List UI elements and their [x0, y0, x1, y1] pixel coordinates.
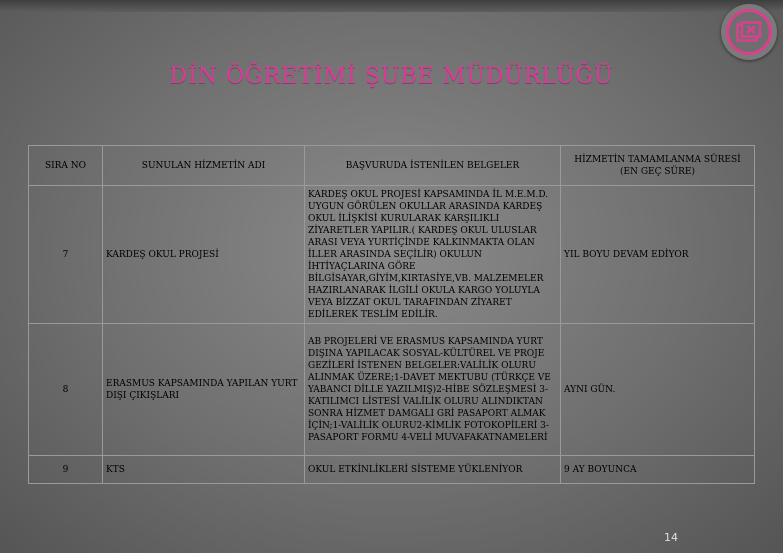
- corner-badge[interactable]: [721, 4, 777, 60]
- row-hizmet-adi: KTS: [103, 456, 305, 484]
- row-belgeler: AB PROJELERİ VE ERASMUS KAPSAMINDA YURT DIŞINA YAPILACAK SOSYAL-KÜLTÜREL VE PROJE GEZİLERİ İSTENEN BELGELER:VALİLİK OLURU ALINMAK ÜZERE;1-DAVET MEKTUBU (TÜRKÇE VE YABANCI DİLLE YAZILMIŞ)2-HİBE SÖZLEŞMESİ 3-KATILIMCI LİSTESİ VALİLİK OLURU ALINDIKTAN SONRA HİZMET DAMGALI GRİ PASAPORT ALMAK İÇİN;1-VALİLİK OLURU2-KİMLİK FOTOKOPİLERİ 3-PASAPORT FORMU 4-VELİ MUVAFAKATNAMELERİ: [305, 324, 561, 456]
- table-row: [29, 324, 755, 456]
- row-sira-no: 8: [29, 324, 103, 456]
- row-sure: YIL BOYU DEVAM EDİYOR: [561, 186, 755, 324]
- header-sira-no: SIRA NO: [29, 146, 103, 186]
- row-sira-no: 7: [29, 186, 103, 324]
- row-sira-no: 9: [29, 456, 103, 484]
- row-sure: 9 AY BOYUNCA: [561, 456, 755, 484]
- table-row: [29, 186, 755, 324]
- row-sure: AYNI GÜN.: [561, 324, 755, 456]
- header-belgeler: BAŞVURUDA İSTENİLEN BELGELER: [305, 146, 561, 186]
- row-belgeler: KARDEŞ OKUL PROJESİ KAPSAMINDA İL M.E.M.D. UYGUN GÖRÜLEN OKULLAR ARASINDA KARDEŞ OKUL İLİŞKİSİ KURULARAK KARŞILIKLI ZİYARETLER YAPILIR.( KARDEŞ OKUL ULUSLAR ARASI VEYA YURTİÇİNDE KALKINMAKTA OLAN İLLER ARASINDA SEÇİLİR) OKULUN İHTİYAÇLARINA GÖRE BİLGİSAYAR,GİYİM,KIRTASİYE,VB. MALZEMELER HAZIRLANARAK İLGİLİ OKULA KARGO YOLUYLA VEYA BİZZAT OKUL TARAFINDAN ZİYARET EDİLEREK TESLİM EDİLİR.: [305, 186, 561, 324]
- top-ribbon: [0, 0, 783, 12]
- header-hizmet-adi: SUNULAN HİZMETİN ADI: [103, 146, 305, 186]
- services-table: [28, 145, 755, 484]
- header-sure: HİZMETİN TAMAMLANMA SÜRESİ (EN GEÇ SÜRE): [561, 146, 755, 186]
- row-hizmet-adi: ERASMUS KAPSAMINDA YAPILAN YURT DIŞI ÇIKIŞLARI: [103, 324, 305, 456]
- page-title: DİN ÖĞRETİMİ ŞUBE MÜDÜRLÜĞÜ: [169, 64, 614, 89]
- table-row: [29, 456, 755, 484]
- window-close-icon: [726, 9, 772, 55]
- row-hizmet-adi: KARDEŞ OKUL PROJESİ: [103, 186, 305, 324]
- window-close-icon-glyph: [736, 21, 762, 43]
- page-number: 14: [664, 531, 678, 544]
- row-belgeler: OKUL ETKİNLİKLERİ SİSTEME YÜKLENİYOR: [305, 456, 561, 484]
- table-header-row: [29, 146, 755, 186]
